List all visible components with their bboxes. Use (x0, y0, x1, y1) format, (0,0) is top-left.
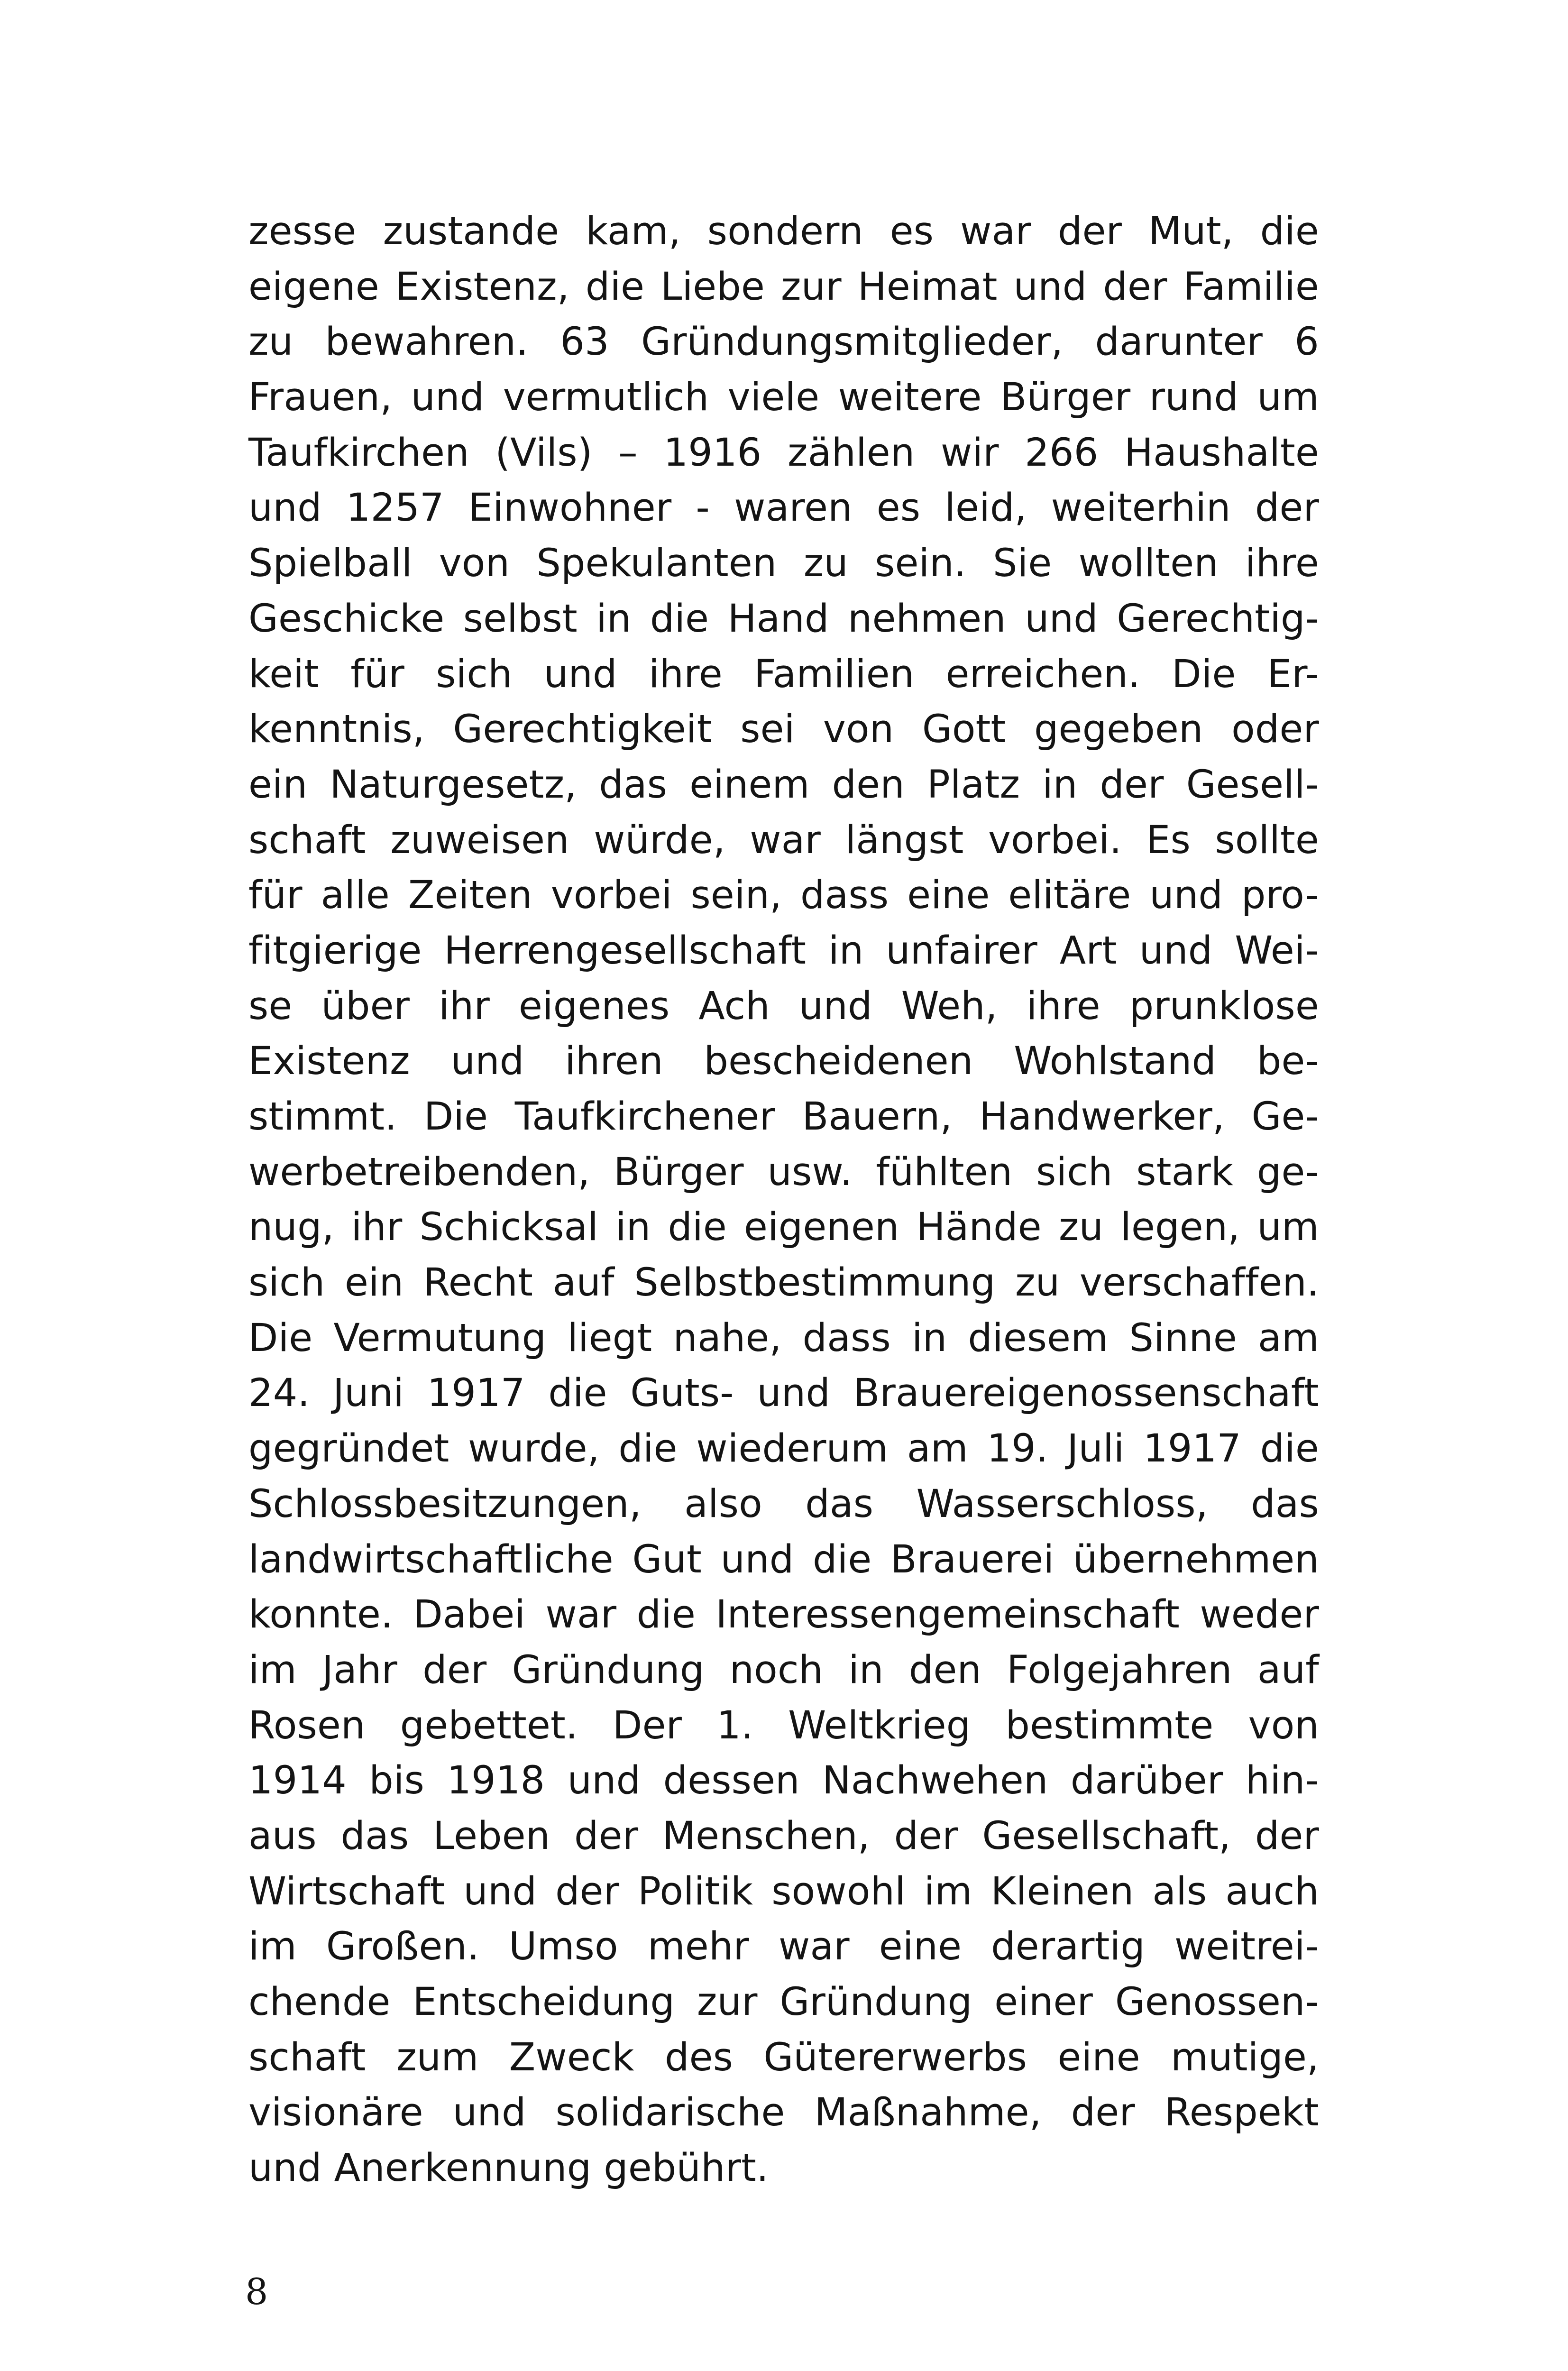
text-line: chende Entscheidung zur Gründung einer Genossen- (248, 1980, 1319, 2024)
body-text (248, 204, 1319, 2196)
text-line: und 1257 Einwohner - waren es leid, weiterhin der (248, 486, 1319, 531)
text-line: 24. Juni 1917 die Guts- und Brauereigenossenschaft (248, 1371, 1319, 1416)
text-line: schaft zuweisen würde, war längst vorbei. Es sollte (248, 818, 1319, 863)
text-line: Rosen gebettet. Der 1. Weltkrieg bestimmte von (248, 1703, 1319, 1748)
text-line: werbetreibenden, Bürger usw. fühlten sich stark ge- (248, 1149, 1319, 1195)
text-line: im Großen. Umso mehr war eine derartig weitrei- (248, 1924, 1319, 1969)
text-line: im Jahr der Gründung noch in den Folgejahren auf (248, 1647, 1319, 1692)
text-line: 1914 bis 1918 und dessen Nachwehen darüber hin- (248, 1758, 1319, 1803)
text-line: Wirtschaft und der Politik sowohl im Kleinen als auch (248, 1869, 1319, 1914)
text-line: Schlossbesitzungen, also das Wasserschloss, das (248, 1481, 1319, 1526)
text-line: zesse zustande kam, sondern es war der Mut, die (248, 209, 1319, 254)
text-line: ein Naturgesetz, das einem den Platz in der Gesell- (248, 762, 1319, 807)
text-line: für alle Zeiten vorbei sein, dass eine elitäre und pro- (248, 873, 1319, 918)
text-line: gegründet wurde, die wiederum am 19. Juli 1917 die (248, 1426, 1319, 1471)
text-line: Existenz und ihren bescheidenen Wohlstand be- (248, 1039, 1319, 1084)
text-line: fitgierige Herrengesellschaft in unfairer Art und Wei- (248, 928, 1319, 973)
text-line: stimmt. Die Taufkirchener Bauern, Handwerker, Ge- (248, 1094, 1319, 1139)
text-line: nug, ihr Schicksal in die eigenen Hände zu legen, um (248, 1205, 1319, 1250)
text-line: kenntnis, Gerechtigkeit sei von Gott gegeben oder (248, 707, 1319, 752)
text-line: sich ein Recht auf Selbstbestimmung zu verschaffen. (248, 1260, 1319, 1305)
text-line: Taufkirchen (Vils) – 1916 zählen wir 266 Haushalte (248, 430, 1319, 475)
text-line: zu bewahren. 63 Gründungsmitglieder, darunter 6 (248, 320, 1319, 365)
text-line: Spielball von Spekulanten zu sein. Sie wollten ihre (248, 541, 1319, 586)
text-line: Geschicke selbst in die Hand nehmen und Gerechtig- (248, 596, 1319, 641)
text-line: konnte. Dabei war die Interessengemeinschaft weder (248, 1592, 1319, 1637)
text-line: landwirtschaftliche Gut und die Brauerei übernehmen (248, 1537, 1319, 1582)
text-line: visionäre und solidarische Maßnahme, der Respekt (248, 2090, 1319, 2135)
text-line: eigene Existenz, die Liebe zur Heimat und der Familie (248, 264, 1319, 309)
text-line: und Anerkennung gebührt. (248, 2146, 769, 2191)
text-line: se über ihr eigenes Ach und Weh, ihre prunklose (248, 983, 1319, 1029)
text-line: Die Vermutung liegt nahe, dass in diesem Sinne am (248, 1315, 1319, 1360)
text-line: keit für sich und ihre Familien erreichen. Die Er- (248, 652, 1319, 697)
text-line: Frauen, und vermutlich viele weitere Bürger rund um (248, 375, 1319, 420)
text-line: aus das Leben der Menschen, der Gesellschaft, der (248, 1813, 1319, 1858)
page-number: 8 (245, 2270, 268, 2313)
text-line: schaft zum Zweck des Gütererwerbs eine mutige, (248, 2035, 1319, 2080)
